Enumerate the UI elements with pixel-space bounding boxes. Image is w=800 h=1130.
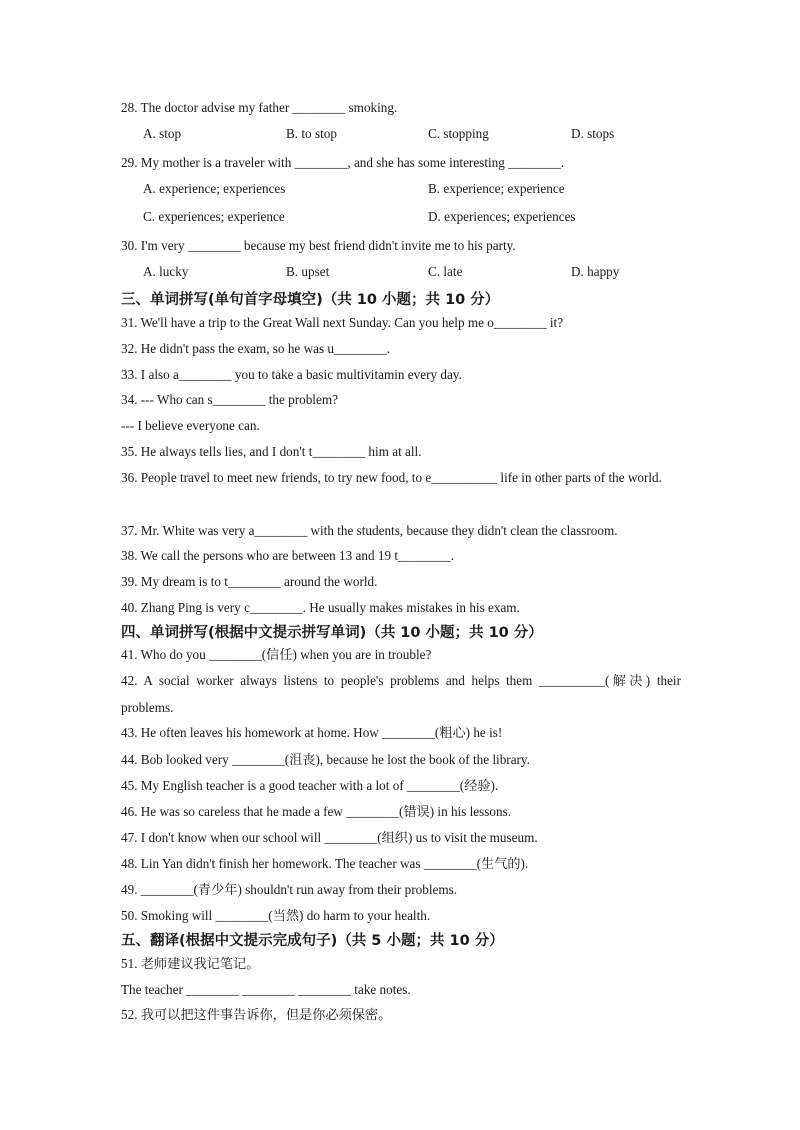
- question-31: 31. We'll have a trip to the Great Wall next Sunday. Can you help me o________ it?: [121, 315, 564, 330]
- question-51-sentence: The teacher ________ ________ ________ take notes.: [121, 982, 411, 997]
- question-33: 33. I also a________ you to take a basic multivitamin every day.: [121, 367, 462, 382]
- question-43: 43. He often leaves his homework at home. How ________(粗心) he is!: [121, 725, 503, 740]
- question-44: 44. Bob looked very ________(沮丧), because he lost the book of the library.: [121, 752, 530, 767]
- question-28-option-c: C. stopping: [428, 126, 489, 141]
- question-29-option-d: D. experiences; experiences: [428, 209, 576, 224]
- question-29-option-c: C. experiences; experience: [143, 209, 285, 224]
- question-49: 49. ________(青少年) shouldn't run away from their problems.: [121, 882, 458, 897]
- question-37: 37. Mr. White was very a________ with the students, because they didn't clean the classroom.: [121, 523, 618, 538]
- question-28-option-a: A. stop: [143, 126, 182, 141]
- question-32: 32. He didn't pass the exam, so he was u________.: [121, 341, 391, 356]
- question-28-stem: 28. The doctor advise my father ________ smoking.: [121, 100, 398, 115]
- question-29-stem: 29. My mother is a traveler with ________, and she has some interesting ________.: [121, 155, 565, 170]
- question-52-prompt: 52. 我可以把这件事告诉你，但是你必须保密。: [121, 1007, 392, 1022]
- question-48: 48. Lin Yan didn't finish her homework. The teacher was ________(生气的).: [121, 856, 529, 871]
- question-45: 45. My English teacher is a good teacher with a lot of ________(经验).: [121, 778, 499, 793]
- question-42: 42. A social worker always listens to people's problems and helps them __________(解决) their problems.: [121, 673, 681, 715]
- question-36: 36. People travel to meet new friends, to try new food, to e__________ life in other parts of the world.: [121, 470, 662, 485]
- question-29-option-a: A. experience; experiences: [143, 181, 286, 196]
- question-30-option-b: B. upset: [286, 264, 330, 279]
- question-28-option-d: D. stops: [571, 126, 615, 141]
- question-28-option-b: B. to stop: [286, 126, 337, 141]
- question-34: 34. --- Who can s________ the problem?: [121, 392, 338, 407]
- question-30-stem: 30. I'm very ________ because my best friend didn't invite me to his party.: [121, 238, 516, 253]
- question-39: 39. My dream is to t________ around the world.: [121, 574, 378, 589]
- question-40: 40. Zhang Ping is very c________. He usually makes mistakes in his exam.: [121, 600, 520, 615]
- question-34-answer-line: --- I believe everyone can.: [121, 418, 260, 433]
- question-29-option-b: B. experience; experience: [428, 181, 565, 196]
- question-50: 50. Smoking will ________(当然) do harm to your health.: [121, 908, 431, 923]
- question-51-prompt: 51. 老师建议我记笔记。: [121, 956, 260, 971]
- question-30-option-d: D. happy: [571, 264, 620, 279]
- question-38: 38. We call the persons who are between 13 and 19 t________.: [121, 548, 455, 563]
- section-5-heading: 五、翻译(根据中文提示完成句子)（共 5 小题；共 10 分）: [121, 933, 504, 949]
- question-41: 41. Who do you ________(信任) when you are in trouble?: [121, 647, 432, 662]
- question-30-option-a: A. lucky: [143, 264, 189, 279]
- section-3-heading: 三、单词拼写(单句首字母填空)（共 10 小题；共 10 分）: [121, 292, 500, 308]
- question-47: 47. I don't know when our school will ________(组织) us to visit the museum.: [121, 830, 538, 845]
- section-4-heading: 四、单词拼写(根据中文提示拼写单词)（共 10 小题；共 10 分）: [121, 625, 543, 641]
- question-30-option-c: C. late: [428, 264, 463, 279]
- question-35: 35. He always tells lies, and I don't t________ him at all.: [121, 444, 422, 459]
- question-46: 46. He was so careless that he made a few ________(错误) in his lessons.: [121, 804, 512, 819]
